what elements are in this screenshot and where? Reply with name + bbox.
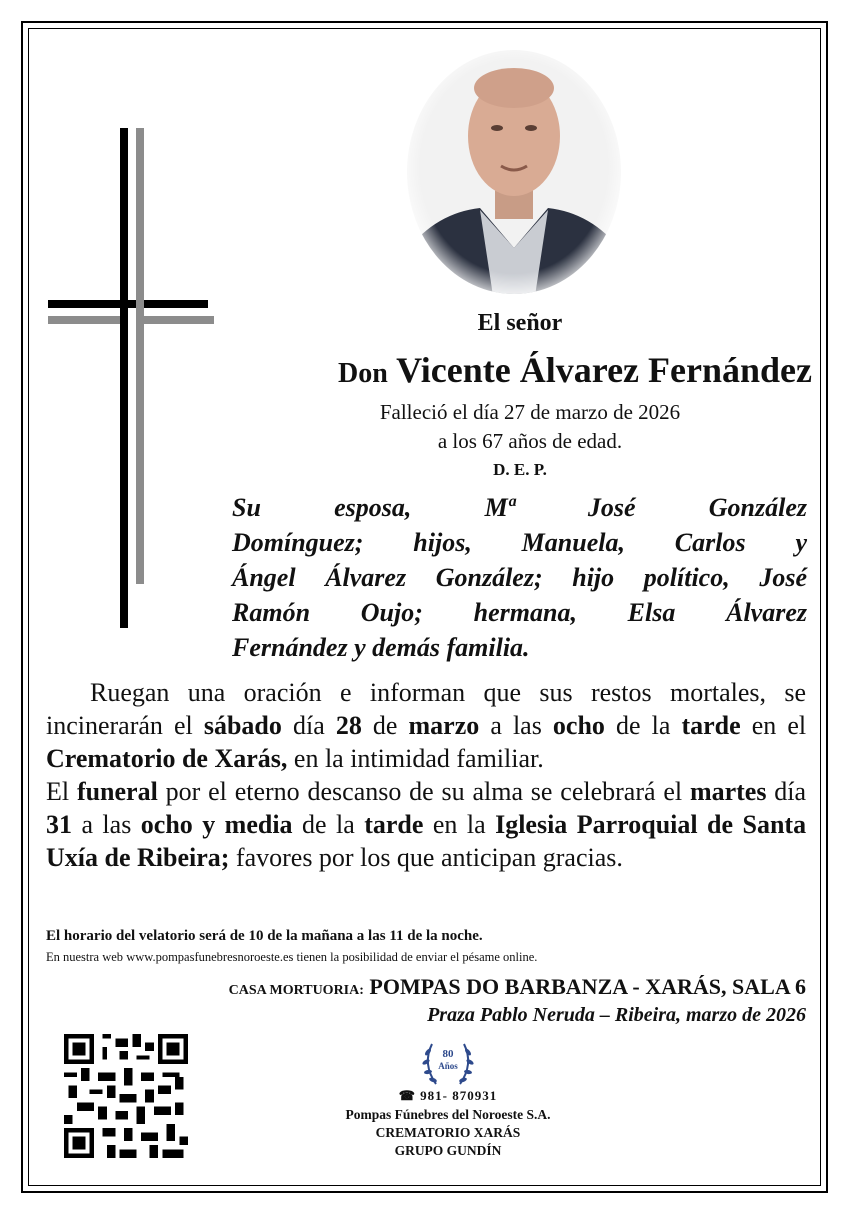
family-line: Fernández y demás familia. <box>232 633 530 662</box>
text: tienen la posibilidad de enviar el pésame online. <box>296 950 538 964</box>
age: a los 67 años de edad. <box>437 429 623 453</box>
text: En nuestra web <box>46 950 124 964</box>
funeral-home-value: POMPAS DO BARBANZA - XARÁS, SALA 6 <box>369 974 806 999</box>
family-list <box>232 490 807 665</box>
family-line: Ramón Oujo; hermana, Elsa Álvarez <box>232 598 807 627</box>
text: favores por los que anticipan gracias. <box>235 843 623 872</box>
qr-code-icon[interactable] <box>64 1034 188 1158</box>
text: de la <box>616 711 671 740</box>
portrait-photo <box>405 48 623 296</box>
paragraph-cremation <box>46 676 806 775</box>
funeral-home <box>100 974 806 1000</box>
text: El <box>46 777 70 806</box>
cross-icon <box>44 128 214 628</box>
website-link[interactable]: www.pompasfunebresnoroeste.es <box>126 950 294 964</box>
text: en la intimidad familiar. <box>293 744 544 773</box>
company-name: Pompas Fúnebres del Noroeste S.A. <box>345 1107 551 1122</box>
family-line: Su esposa, Mª José González <box>232 493 807 522</box>
paragraph-funeral <box>46 775 806 874</box>
event: funeral <box>76 777 158 806</box>
deceased-name <box>232 349 812 391</box>
wake-hours: El horario del velatorio será de 10 de la mañana a las 11 de la noche. <box>46 928 483 944</box>
location: Crematorio de Xarás, <box>46 744 288 773</box>
text: por el eterno descanso de su alma se celebrará el <box>165 777 683 806</box>
date: 28 <box>335 711 362 740</box>
month: marzo <box>408 711 480 740</box>
text: en la <box>432 810 486 839</box>
dep: D. E. P. <box>493 460 547 479</box>
web-note <box>46 950 806 965</box>
hour: ocho <box>552 711 605 740</box>
text: en el <box>751 711 807 740</box>
title: El señor <box>477 310 563 336</box>
day: sábado <box>203 711 282 740</box>
group-name: GRUPO GUNDÍN <box>394 1143 502 1158</box>
laurel-wreath-logo-icon <box>418 1036 478 1092</box>
announcement-body <box>46 676 806 874</box>
day: martes <box>689 777 767 806</box>
family-line: Ángel Álvarez González; hijo político, José <box>232 563 807 592</box>
logo-text: Años <box>438 1061 458 1071</box>
time-of-day: tarde <box>364 810 424 839</box>
funeral-home-label: CASA MORTUORIA: <box>228 983 364 998</box>
text: de la <box>302 810 355 839</box>
text: de <box>372 711 398 740</box>
text: Ruegan una oración e informan que sus restos mortales, se incinerarán el <box>46 678 806 740</box>
logo-number: 80 <box>442 1048 454 1060</box>
crematorio-name: CREMATORIO XARÁS <box>375 1125 521 1140</box>
phone[interactable] <box>300 1088 596 1104</box>
place-date: Praza Pablo Neruda – Ribeira, marzo de 2026 <box>427 1004 806 1026</box>
company-info <box>260 1106 636 1160</box>
name-prefix: Don <box>337 358 388 389</box>
death-date: Falleció el día 27 de marzo de 2026 <box>379 400 681 424</box>
church: Iglesia Parroquial de Santa Uxía de Ribeira; <box>46 810 807 872</box>
text: día <box>292 711 325 740</box>
hour: ocho y media <box>140 810 293 839</box>
date: 31 <box>46 810 72 839</box>
text: a las <box>81 810 132 839</box>
family-line: Domínguez; hijos, Manuela, Carlos y <box>232 528 807 557</box>
death-info <box>300 398 760 456</box>
text: día <box>774 777 807 806</box>
phone-icon: ☎ <box>398 1088 416 1103</box>
text: a las <box>490 711 542 740</box>
name-text: Vicente Álvarez Fernández <box>396 350 812 390</box>
time-of-day: tarde <box>681 711 741 740</box>
phone-number: 981- 870931 <box>420 1088 498 1103</box>
